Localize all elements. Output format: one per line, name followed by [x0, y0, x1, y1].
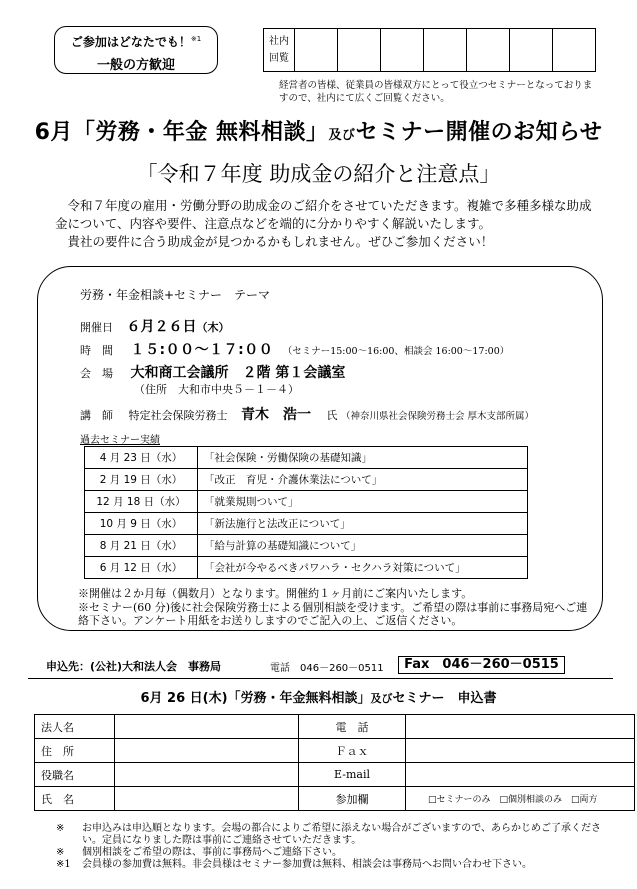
- form-label: 参加欄: [299, 787, 406, 811]
- apply-phone: 電話 046－260－0511: [270, 663, 384, 674]
- form-field[interactable]: [115, 715, 299, 739]
- note-item: ※セミナー(60 分)後に社会保険労務士による個別相談を受けます。ご希望の際は事前に事務局宛へご連絡下さい。アンケート用紙をお送りしますのでご記入の上、ご返信ください。: [78, 600, 588, 627]
- date-value: ６月２６日（木）: [126, 319, 230, 335]
- venue-label: 会 場: [80, 367, 113, 380]
- past-seminar-row: [85, 557, 528, 579]
- date-label: 開催日: [80, 321, 113, 334]
- page-subtitle: 「令和７年度 助成金の紹介と注意点」: [136, 162, 501, 186]
- stamp-cell[interactable]: [424, 29, 467, 72]
- stamp-cell[interactable]: [381, 29, 424, 72]
- venue-row: [80, 362, 345, 382]
- circulation-label: 社内 回覧: [264, 29, 295, 72]
- form-label: 氏 名: [35, 787, 115, 811]
- form-label: 法人名: [35, 715, 115, 739]
- past-seminar-date: 4 月 23 日（水）: [85, 447, 198, 469]
- circulation-note: 経営者の皆様、従業員の皆様双方にとって役立つセミナーとなっておりますので、社内にて広くご回覧ください。: [279, 80, 593, 104]
- intro-paragraph: 令和７年度の雇用・労働分野の助成金のご紹介をさせていただきます。複雑で多種多様な助成金について、内容や要件、注意点などを端的に分かりやすく解説いたします。: [55, 198, 592, 231]
- apply-fax: Fax 046－260－0515: [398, 656, 565, 674]
- footer-note-mark: ※1: [56, 859, 71, 870]
- form-label: 電 話: [299, 715, 406, 739]
- past-seminar-row: [85, 513, 528, 535]
- form-row: [35, 763, 635, 787]
- venue-address: （住所 大和市中央５－１－４）: [134, 383, 299, 396]
- past-seminar-topic: 「会社が今やるべきパワハラ・セクハラ対策について」: [198, 557, 528, 579]
- form-label: 住 所: [35, 739, 115, 763]
- welcome-badge: [54, 26, 218, 74]
- stamp-cell[interactable]: [338, 29, 381, 72]
- time-value: １５:００～１７:００: [130, 342, 274, 358]
- seminar-notes: [78, 587, 598, 628]
- footer-note-text: お申込みは申込順となります。会場の都合によりご希望に添えない場合がございますので、あらかじめご了承ください。定員になりました際は事前にご連絡させていただきます。: [82, 823, 601, 846]
- stamp-cell[interactable]: [510, 29, 553, 72]
- participation-options[interactable]: □セミナーのみ □個別相談のみ □両方: [406, 787, 635, 811]
- welcome-mark: ※1: [190, 35, 202, 43]
- footer-notes: [56, 823, 616, 871]
- intro-text: [55, 197, 600, 251]
- form-label: E-mail: [299, 763, 406, 787]
- past-seminar-topic: 「新法施行と法改正について」: [198, 513, 528, 535]
- stamp-cell[interactable]: [295, 29, 338, 72]
- past-seminar-row: [85, 469, 528, 491]
- date-row: [80, 316, 230, 336]
- divider: [28, 678, 613, 679]
- apply-destination: 申込先：(公社)大和法人会 事務局: [46, 660, 222, 673]
- form-field[interactable]: [115, 739, 299, 763]
- past-seminars-label: 過去セミナー実績: [80, 435, 160, 446]
- past-seminar-row: [85, 535, 528, 557]
- footer-note-mark: ※: [56, 823, 65, 834]
- lecturer-row: [80, 404, 534, 424]
- stamp-cell[interactable]: [553, 29, 596, 72]
- time-label: 時 間: [80, 344, 113, 357]
- footer-note: [56, 859, 616, 871]
- time-row: [80, 339, 509, 359]
- form-row: [35, 739, 635, 763]
- circulation-table: [263, 28, 596, 72]
- form-row: [35, 715, 635, 739]
- stamp-cell[interactable]: [467, 29, 510, 72]
- past-seminar-date: 6 月 12 日（水）: [85, 557, 198, 579]
- past-seminar-topic: 「給与計算の基礎知識について」: [198, 535, 528, 557]
- past-seminar-topic: 「就業規則ついて」: [198, 491, 528, 513]
- footer-note: [56, 823, 616, 847]
- past-seminar-date: 12 月 18 日（水）: [85, 491, 198, 513]
- past-seminar-row: [85, 447, 528, 469]
- application-form: [34, 714, 635, 811]
- lecturer-suffix: 氏: [326, 409, 338, 422]
- lecturer-org: （神奈川県社会保険労務士会 厚木支部所属）: [341, 411, 535, 422]
- past-seminars-table: [84, 446, 528, 579]
- note-item: ※開催は２か月毎（偶数月）となります。開催約１ヶ月前にご案内いたします。: [78, 587, 473, 600]
- form-title: 6月 26 日(木)「労務・年金無料相談」及びセミナー 申込書: [140, 691, 497, 706]
- past-seminar-topic: 「社会保険・労働保険の基礎知識」: [198, 447, 528, 469]
- lecturer-name: 青木 浩一: [241, 407, 311, 423]
- past-seminar-row: [85, 491, 528, 513]
- intro-paragraph: 貴社の要件に合う助成金が見つかるかもしれません。ぜひご参加ください！: [67, 234, 494, 249]
- venue-value: 大和商工会議所 ２階 第１会議室: [130, 365, 346, 381]
- form-row: [35, 787, 635, 811]
- form-field[interactable]: [406, 763, 635, 787]
- form-field[interactable]: [115, 787, 299, 811]
- lecturer-label: 講 師: [80, 409, 113, 422]
- past-seminar-date: 8 月 21 日（水）: [85, 535, 198, 557]
- page-title: 6月「労務・年金 無料相談」及びセミナー開催のお知らせ: [34, 120, 603, 145]
- lecturer-title: 特定社会保険労務士: [128, 409, 228, 422]
- welcome-line2: 一般の方歓迎: [96, 58, 175, 73]
- form-label: 役職名: [35, 763, 115, 787]
- time-note: （セミナー15:00～16:00、相談会 16:00～17:00）: [282, 346, 510, 357]
- past-seminar-date: 10 月 9 日（水）: [85, 513, 198, 535]
- past-seminar-date: 2 月 19 日（水）: [85, 469, 198, 491]
- welcome-line1: ご参加はどなたでも！$^{※1}$: [70, 35, 202, 49]
- footer-note-text: 個別相談をご希望の際は、事前に事務局へご連絡下さい。: [82, 847, 342, 858]
- form-field[interactable]: [115, 763, 299, 787]
- theme-label: 労務・年金相談+セミナー テーマ: [80, 288, 271, 302]
- form-label: Ｆａｘ: [299, 739, 406, 763]
- past-seminar-topic: 「改正 育児・介護休業法について」: [198, 469, 528, 491]
- form-field[interactable]: [406, 715, 635, 739]
- form-field[interactable]: [406, 739, 635, 763]
- footer-note: [56, 847, 616, 859]
- footer-note-text: 会員様の参加費は無料。非会員様はセミナー参加費は無料、相談会は事務局へお問い合わせ下さい。: [82, 859, 532, 870]
- footer-note-mark: ※: [56, 847, 65, 858]
